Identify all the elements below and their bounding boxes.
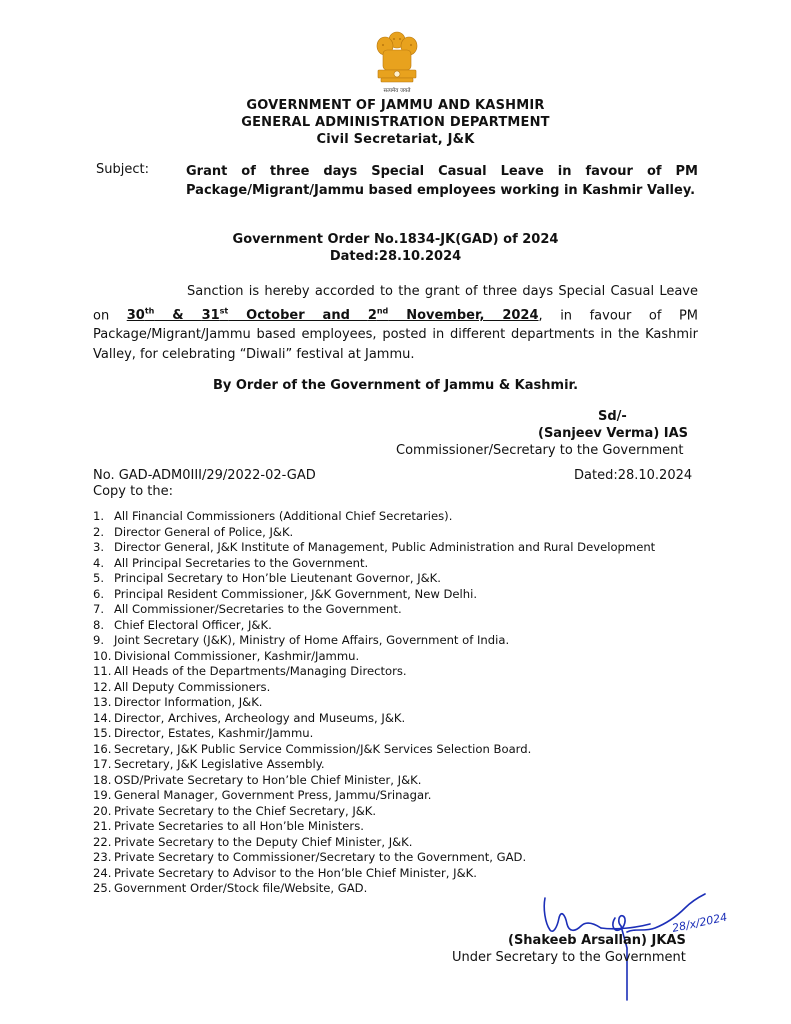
under-secretary-designation: Under Secretary to the Government xyxy=(452,950,686,965)
copy-list-item xyxy=(93,866,733,882)
copy-list-number: 17. xyxy=(93,757,112,771)
copy-list-number: 23. xyxy=(93,850,112,864)
copy-list-text: Director, Archives, Archeology and Museums, J&K. xyxy=(114,710,406,725)
handwritten-date: 28/x/2024 xyxy=(670,910,729,935)
copy-list-number: 16. xyxy=(93,741,112,756)
reference-date: Dated:28.10.2024 xyxy=(574,468,693,483)
copy-list-number: 7. xyxy=(93,602,105,616)
copy-list-item xyxy=(93,556,733,572)
copy-list xyxy=(93,509,733,897)
copy-list-text: Private Secretary to the Chief Secretary, J&K. xyxy=(114,803,377,818)
copy-list-text: Director General, J&K Institute of Management, Public Administration and Rural Development xyxy=(114,540,656,554)
copy-list-item xyxy=(93,695,733,711)
copy-list-number: 9. xyxy=(93,633,105,647)
leave-dates: 30th & 31st October and 2nd November, 2024 xyxy=(126,306,539,323)
copy-list-text: All Heads of the Departments/Managing Directors. xyxy=(114,664,407,678)
copy-list-text: Director General of Police, J&K. xyxy=(114,524,294,539)
copy-list-item xyxy=(93,680,733,696)
copy-list-item xyxy=(93,587,733,603)
copy-list-text: Government Order/Stock file/Website, GAD. xyxy=(114,881,368,895)
copy-list-text: All Deputy Commissioners. xyxy=(114,679,271,694)
handwritten-signature xyxy=(515,888,755,1008)
signatory-name: (Sanjeev Verma) IAS xyxy=(538,426,689,441)
copy-list-number: 21. xyxy=(93,819,112,833)
copy-list-text: Joint Secretary (J&K), Ministry of Home Affairs, Government of India. xyxy=(114,633,510,647)
copy-list-item xyxy=(93,664,733,680)
copy-list-number: 19. xyxy=(93,788,112,802)
copy-list-number: 18. xyxy=(93,772,112,787)
copy-list-text: General Manager, Government Press, Jammu/Srinagar. xyxy=(114,788,432,802)
copy-list-item xyxy=(93,835,733,851)
copy-list-number: 3. xyxy=(93,540,105,554)
order-date: Dated:28.10.2024 xyxy=(329,249,462,264)
copy-list-number: 2. xyxy=(93,524,105,539)
copy-list-number: 25. xyxy=(93,881,112,895)
copy-list-text: Private Secretary to Commissioner/Secretary to the Government, GAD. xyxy=(114,850,527,864)
copy-list-text: All Financial Commissioners (Additional Chief Secretaries). xyxy=(114,509,453,523)
emblem-motto: सत्यमेव जयते xyxy=(383,88,411,94)
body-intro: Sanction is hereby accorded to the grant of three days Special Casual Leave on xyxy=(93,284,698,323)
copy-to-label: Copy to the: xyxy=(93,484,174,499)
copy-list-item xyxy=(93,804,733,820)
copy-list-item xyxy=(93,711,733,727)
copy-list-item xyxy=(93,540,733,556)
subject-text: Grant of three days Special Casual Leave in favour of PM Package/Migrant/Jammu based employees working in Kashmir Valley. xyxy=(186,164,698,198)
copy-list-text: Director Information, J&K. xyxy=(114,695,263,709)
signatory-designation: Commissioner/Secretary to the Government xyxy=(396,443,684,458)
subject-label: Subject: xyxy=(96,162,149,177)
copy-list-item xyxy=(93,850,733,866)
copy-list-text: Principal Resident Commissioner, J&K Government, New Delhi. xyxy=(114,586,478,601)
under-secretary-name: (Shakeeb Arsallan) JKAS xyxy=(508,933,686,948)
header-government: GOVERNMENT OF JAMMU AND KASHMIR xyxy=(246,98,545,113)
copy-list-number: 15. xyxy=(93,726,112,740)
copy-list-item xyxy=(93,618,733,634)
copy-list-item xyxy=(93,788,733,804)
body-rest: , in favour of PM Package/Migrant/Jammu based employees, posted in different departments in the Kashmir Valley, for celebrating “Diwali” festival at Jammu. xyxy=(93,307,699,362)
copy-list-text: Private Secretaries to all Hon’ble Ministers. xyxy=(114,819,364,833)
copy-list-number: 22. xyxy=(93,834,112,849)
copy-list-text: All Commissioner/Secretaries to the Government. xyxy=(114,602,402,616)
copy-list-number: 8. xyxy=(93,617,105,632)
by-order-line: By Order of the Government of Jammu & Kashmir. xyxy=(212,378,579,393)
copy-list-number: 13. xyxy=(93,695,112,709)
copy-list-item xyxy=(93,525,733,541)
copy-list-text: All Principal Secretaries to the Government. xyxy=(114,555,369,570)
copy-list-text: Principal Secretary to Hon’ble Lieutenant Governor, J&K. xyxy=(114,571,441,585)
copy-list-number: 11. xyxy=(93,664,112,678)
copy-list-text: OSD/Private Secretary to Hon’ble Chief Minister, J&K. xyxy=(114,772,422,787)
header-department: GENERAL ADMINISTRATION DEPARTMENT xyxy=(241,115,550,130)
copy-list-number: 4. xyxy=(93,555,105,570)
header-secretariat: Civil Secretariat, J&K xyxy=(316,132,475,147)
copy-list-number: 20. xyxy=(93,803,112,818)
copy-list-number: 14. xyxy=(93,710,112,725)
copy-list-number: 5. xyxy=(93,571,105,585)
copy-list-item xyxy=(93,773,733,789)
copy-list-number: 24. xyxy=(93,865,112,880)
copy-list-text: Secretary, J&K Public Service Commission/J&K Services Selection Board. xyxy=(114,741,532,756)
reference-number: No. GAD-ADM0III/29/2022-02-GAD xyxy=(93,468,316,483)
copy-list-text: Secretary, J&K Legislative Assembly. xyxy=(114,757,325,771)
order-body xyxy=(93,282,698,364)
copy-list-number: 1. xyxy=(93,509,105,523)
copy-list-text: Private Secretary to the Deputy Chief Minister, J&K. xyxy=(114,834,413,849)
copy-list-number: 10. xyxy=(93,648,112,663)
copy-list-text: Divisional Commissioner, Kashmir/Jammu. xyxy=(114,648,360,663)
sd-mark: Sd/- xyxy=(598,409,627,424)
copy-list-item xyxy=(93,649,733,665)
copy-list-item xyxy=(93,633,733,649)
copy-list-item xyxy=(93,726,733,742)
copy-list-text: Director, Estates, Kashmir/Jammu. xyxy=(114,726,314,740)
copy-list-number: 12. xyxy=(93,679,112,694)
copy-list-item xyxy=(93,509,733,525)
copy-list-item xyxy=(93,819,733,835)
copy-list-text: Private Secretary to Advisor to the Hon’ble Chief Minister, J&K. xyxy=(114,865,477,880)
order-number: Government Order No.1834-JK(GAD) of 2024 xyxy=(232,232,559,247)
copy-list-item xyxy=(93,571,733,587)
copy-list-item xyxy=(93,742,733,758)
copy-list-item xyxy=(93,757,733,773)
copy-list-number: 6. xyxy=(93,586,105,601)
copy-list-item xyxy=(93,602,733,618)
copy-list-text: Chief Electoral Officer, J&K. xyxy=(114,617,272,632)
